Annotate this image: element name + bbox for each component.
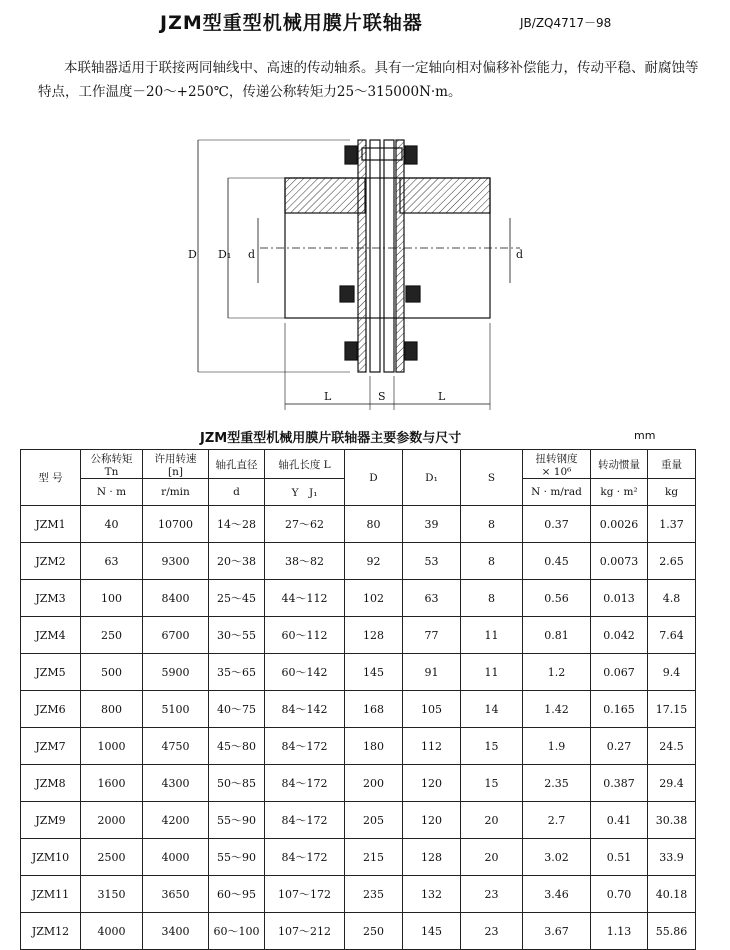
table-cell: 84～172	[265, 802, 345, 839]
table-cell: 3.67	[523, 913, 591, 950]
table-cell: 0.0073	[591, 543, 648, 580]
header-D1: D₁	[403, 450, 461, 506]
table-cell: 105	[403, 691, 461, 728]
table-cell: 23	[461, 913, 523, 950]
table-cell: 4000	[143, 839, 209, 876]
table-cell: 0.165	[591, 691, 648, 728]
table-cell: 35～65	[209, 654, 265, 691]
table-cell: 2500	[81, 839, 143, 876]
table-cell: JZM9	[21, 802, 81, 839]
table-cell: 6700	[143, 617, 209, 654]
table-cell: 24.5	[648, 728, 696, 765]
table-row	[21, 506, 696, 543]
table-cell: 8	[461, 543, 523, 580]
table-cell: 2.35	[523, 765, 591, 802]
table-cell: 0.37	[523, 506, 591, 543]
table-row	[21, 839, 696, 876]
table-cell: 8400	[143, 580, 209, 617]
table-cell: 84～172	[265, 765, 345, 802]
table-cell: 30～55	[209, 617, 265, 654]
table-cell: 60～142	[265, 654, 345, 691]
table-cell: 29.4	[648, 765, 696, 802]
table-cell: 128	[345, 617, 403, 654]
table-body	[21, 506, 696, 950]
table-row	[21, 765, 696, 802]
table-cell: 205	[345, 802, 403, 839]
table-row	[21, 543, 696, 580]
table-cell: 60～112	[265, 617, 345, 654]
table-cell: 235	[345, 876, 403, 913]
table-cell: 45～80	[209, 728, 265, 765]
table-cell: JZM8	[21, 765, 81, 802]
table-cell: 107～172	[265, 876, 345, 913]
table-cell: 1.37	[648, 506, 696, 543]
header-D: D	[345, 450, 403, 506]
table-cell: 84～172	[265, 728, 345, 765]
table-cell: 8	[461, 580, 523, 617]
table-cell: 11	[461, 654, 523, 691]
coupling-drawing	[180, 118, 540, 418]
dim-d-left-label: d	[248, 248, 256, 261]
table-cell: 40.18	[648, 876, 696, 913]
table-cell: 4750	[143, 728, 209, 765]
table-cell: 0.042	[591, 617, 648, 654]
table-cell: 250	[345, 913, 403, 950]
table-cell: 9300	[143, 543, 209, 580]
table-row	[21, 802, 696, 839]
table-cell: 15	[461, 765, 523, 802]
table-cell: 120	[403, 765, 461, 802]
header-inertia-unit: kg · m²	[591, 479, 648, 506]
table-cell: 7.64	[648, 617, 696, 654]
table-cell: 3650	[143, 876, 209, 913]
table-cell: 63	[81, 543, 143, 580]
header-bore: 轴孔直径	[209, 450, 265, 479]
table-cell: 84～172	[265, 839, 345, 876]
table-cell: 112	[403, 728, 461, 765]
table-cell: 14	[461, 691, 523, 728]
table-cell: 91	[403, 654, 461, 691]
table-cell: 168	[345, 691, 403, 728]
table-cell: 9.4	[648, 654, 696, 691]
table-cell: 0.013	[591, 580, 648, 617]
table-row	[21, 691, 696, 728]
table-cell: 0.387	[591, 765, 648, 802]
table-cell: 145	[345, 654, 403, 691]
table-cell: 1.13	[591, 913, 648, 950]
table-cell: 15	[461, 728, 523, 765]
header-stiffness: 扭转钢度 × 10⁶	[523, 450, 591, 479]
table-cell: 107～212	[265, 913, 345, 950]
table-cell: 84～142	[265, 691, 345, 728]
table-cell: 1.2	[523, 654, 591, 691]
table-cell: 30.38	[648, 802, 696, 839]
table-cell: 5100	[143, 691, 209, 728]
page-title: JZM型重型机械用膜片联轴器	[160, 12, 423, 34]
table-cell: JZM3	[21, 580, 81, 617]
table-cell: 5900	[143, 654, 209, 691]
table-cell: 120	[403, 802, 461, 839]
table-cell: JZM11	[21, 876, 81, 913]
header-inertia: 转动惯量	[591, 450, 648, 479]
header-S: S	[461, 450, 523, 506]
table-cell: 80	[345, 506, 403, 543]
table-cell: 50～85	[209, 765, 265, 802]
table-cell: 0.0026	[591, 506, 648, 543]
dim-S-label: S	[378, 390, 386, 403]
table-cell: 55～90	[209, 802, 265, 839]
table-cell: 0.81	[523, 617, 591, 654]
table-cell: 0.56	[523, 580, 591, 617]
header-weight-unit: kg	[648, 479, 696, 506]
table-cell: JZM4	[21, 617, 81, 654]
table-cell: 25～45	[209, 580, 265, 617]
table-cell: 20	[461, 839, 523, 876]
table-row	[21, 617, 696, 654]
header-torque: 公称转矩 Tn	[81, 450, 143, 479]
header-stiffness-unit: N · m/rad	[523, 479, 591, 506]
table-title: JZM型重型机械用膜片联轴器主要参数与尺寸	[200, 431, 462, 446]
table-row	[21, 654, 696, 691]
table-cell: 10700	[143, 506, 209, 543]
header-speed: 许用转速 [n]	[143, 450, 209, 479]
table-cell: 2.7	[523, 802, 591, 839]
table-cell: JZM12	[21, 913, 81, 950]
dim-L-left-label: L	[324, 390, 332, 403]
intro-paragraph: 本联轴器适用于联接两同轴线中、高速的传动轴系。具有一定轴向相对偏移补偿能力，传动平稳、耐腐蚀等特点，工作温度－20～+250℃，传递公称转矩力25～315000N·m。	[38, 60, 699, 100]
table-cell: JZM6	[21, 691, 81, 728]
table-cell: 3150	[81, 876, 143, 913]
table-cell: 4.8	[648, 580, 696, 617]
table-cell: 102	[345, 580, 403, 617]
table-cell: 92	[345, 543, 403, 580]
dim-D-label: D	[188, 248, 197, 261]
parameter-table	[20, 449, 696, 950]
table-row	[21, 580, 696, 617]
table-cell: 60～95	[209, 876, 265, 913]
header-torque-unit: N · m	[81, 479, 143, 506]
table-cell: 63	[403, 580, 461, 617]
table-cell: 3.02	[523, 839, 591, 876]
table-cell: 0.45	[523, 543, 591, 580]
table-cell: 1000	[81, 728, 143, 765]
table-cell: 55～90	[209, 839, 265, 876]
table-cell: 100	[81, 580, 143, 617]
table-cell: JZM10	[21, 839, 81, 876]
table-cell: 23	[461, 876, 523, 913]
dim-D1-label: D₁	[218, 248, 232, 261]
dim-L-right-label: L	[438, 390, 446, 403]
table-cell: 0.41	[591, 802, 648, 839]
table-cell: 145	[403, 913, 461, 950]
table-cell: 44～112	[265, 580, 345, 617]
table-cell: 500	[81, 654, 143, 691]
table-cell: JZM2	[21, 543, 81, 580]
table-cell: 38～82	[265, 543, 345, 580]
table-cell: 4000	[81, 913, 143, 950]
table-cell: JZM1	[21, 506, 81, 543]
table-cell: 0.067	[591, 654, 648, 691]
header-bore-sym: d	[209, 479, 265, 506]
table-cell: 2.65	[648, 543, 696, 580]
table-cell: JZM7	[21, 728, 81, 765]
table-cell: 20	[461, 802, 523, 839]
standard-number: JB/ZQ4717－98	[520, 16, 612, 30]
table-cell: 200	[345, 765, 403, 802]
table-cell: 17.15	[648, 691, 696, 728]
table-cell: JZM5	[21, 654, 81, 691]
header-model: 型 号	[21, 450, 81, 506]
header-weight: 重量	[648, 450, 696, 479]
table-cell: 40	[81, 506, 143, 543]
table-cell: 0.51	[591, 839, 648, 876]
table-cell: 40～75	[209, 691, 265, 728]
table-cell: 180	[345, 728, 403, 765]
table-cell: 1.42	[523, 691, 591, 728]
header-speed-unit: r/min	[143, 479, 209, 506]
table-cell: 53	[403, 543, 461, 580]
table-cell: 8	[461, 506, 523, 543]
table-cell: 132	[403, 876, 461, 913]
table-cell: 60～100	[209, 913, 265, 950]
table-cell: 3.46	[523, 876, 591, 913]
table-cell: 55.86	[648, 913, 696, 950]
table-cell: 3400	[143, 913, 209, 950]
table-cell: 0.27	[591, 728, 648, 765]
dim-d-right-label: d	[516, 248, 524, 261]
table-cell: 39	[403, 506, 461, 543]
table-row	[21, 876, 696, 913]
header-length: 轴孔长度 L	[265, 450, 345, 479]
table-row	[21, 728, 696, 765]
table-unit: mm	[634, 429, 656, 442]
table-cell: 4300	[143, 765, 209, 802]
table-cell: 800	[81, 691, 143, 728]
table-cell: 4200	[143, 802, 209, 839]
table-cell: 77	[403, 617, 461, 654]
table-cell: 2000	[81, 802, 143, 839]
table-cell: 0.70	[591, 876, 648, 913]
table-cell: 128	[403, 839, 461, 876]
table-cell: 11	[461, 617, 523, 654]
table-cell: 20～38	[209, 543, 265, 580]
table-cell: 33.9	[648, 839, 696, 876]
table-cell: 27～62	[265, 506, 345, 543]
table-cell: 215	[345, 839, 403, 876]
table-cell: 250	[81, 617, 143, 654]
table-cell: 1600	[81, 765, 143, 802]
table-cell: 1.9	[523, 728, 591, 765]
header-length-sym: Y J₁	[265, 479, 345, 506]
table-cell: 14～28	[209, 506, 265, 543]
